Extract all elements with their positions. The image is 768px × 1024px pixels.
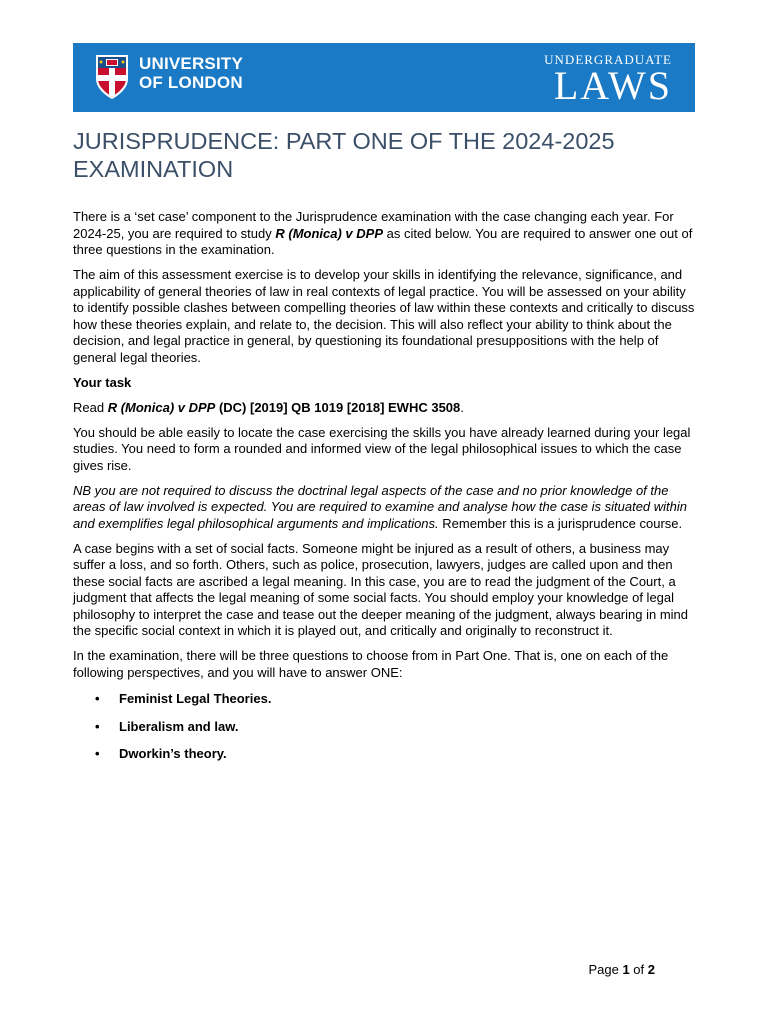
list-item [73, 746, 699, 763]
nb-italic-text: NB you are not required to discuss the doctrinal legal aspects of the case and no prior knowledge of the areas of law involved is expected. You are required to examine and analyse how the case is situated within and exemplifies legal philosophical arguments and implications. [73, 482, 688, 531]
of-label: of [629, 962, 648, 977]
aim-paragraph: The aim of this assessment exercise is to develop your skills in identifying the relevance, significance, and applicability of general theories of law in real contexts of legal practice. You will be assessed on your ability to identify possible clashes between compelling theories of law within these contexts and critically to discuss how these theories explain, and relate to, the decision. This will also reflect your ability to think about the decision, and legal practice in general, by questioning its foundational presuppositions with the help of general legal theories. [73, 267, 695, 365]
list-item-text: Dworkin’s theory. [119, 746, 227, 761]
read-text-d: . [460, 399, 464, 415]
university-logo-text [139, 54, 243, 92]
university-line-1: UNIVERSITY [139, 54, 244, 73]
read-citation: (DC) [2019] QB 1019 [2018] EWHC 3508 [215, 399, 461, 415]
intro-case-name: R (Monica) v DPP [275, 225, 383, 241]
page-title [73, 127, 693, 183]
exam-paragraph: In the examination, there will be three questions to choose from in Part One. That is, one on each of the following perspectives, and you will have to answer ONE: [73, 648, 669, 680]
page-number: 1 [622, 962, 630, 977]
intro-text-c: as cited below. You are required to answer one out of three questions in the examination. [73, 225, 693, 257]
read-paragraph [73, 400, 699, 417]
perspectives-list [73, 691, 699, 763]
document-body [73, 209, 699, 774]
social-facts-paragraph: A case begins with a set of social facts. Someone might be injured as a result of others, a business may suffer a loss, and so forth. Others, such as police, prosecution, lawyers, judges are called upon and then these social facts are ascribed a legal meaning. In this case, you are to read the judgment of the Court, a judgment that affects the legal meaning of some social facts. You should employ your knowledge of legal philosophy to interpret the case and tease out the deeper meaning of the judgment, always bearing in mind the specific social context in which it is played out, and critically and originally to reconstruct it. [73, 540, 689, 638]
undergraduate-laws-logo [544, 52, 672, 108]
locate-paragraph: You should be able easily to locate the case exercising the skills you have already learned during your legal studies. You need to form a rounded and informed view of the legal philosophical issues to which the case gives rise. [73, 424, 691, 473]
title-line-2: EXAMINATION [73, 156, 234, 182]
bullet-icon: • [95, 718, 100, 734]
header-banner [73, 43, 695, 112]
university-crest-icon [94, 53, 130, 101]
laws-label: LAWS [553, 63, 672, 108]
university-line-2: OF LONDON [139, 73, 243, 92]
task-heading-text: Your task [73, 374, 132, 390]
intro-text-a: There is a ‘set case’ component to the Jurisprudence examination with the case changing each year. For 2024-25, you are required to study [73, 209, 674, 241]
page-label: Page [588, 962, 623, 977]
nb-normal-text: Remember this is a jurisprudence course. [438, 515, 683, 531]
list-item-text: Liberalism and law. [119, 718, 239, 734]
task-heading [73, 375, 699, 392]
read-text-a: Read [73, 399, 108, 415]
nb-paragraph [73, 483, 699, 533]
intro-paragraph [73, 209, 699, 259]
page-total: 2 [647, 962, 655, 977]
read-case-name: R (Monica) v DPP [107, 399, 216, 415]
bullet-icon: • [95, 746, 100, 761]
list-item-text: Feminist Legal Theories. [119, 691, 272, 706]
title-line-1: JURISPRUDENCE: PART ONE OF THE 2024-2025 [73, 128, 615, 154]
list-item [73, 719, 699, 736]
undergraduate-label: UNDERGRADUATE [544, 52, 672, 67]
bullet-icon: • [95, 691, 100, 706]
list-item [73, 691, 699, 708]
page-footer [588, 962, 655, 977]
